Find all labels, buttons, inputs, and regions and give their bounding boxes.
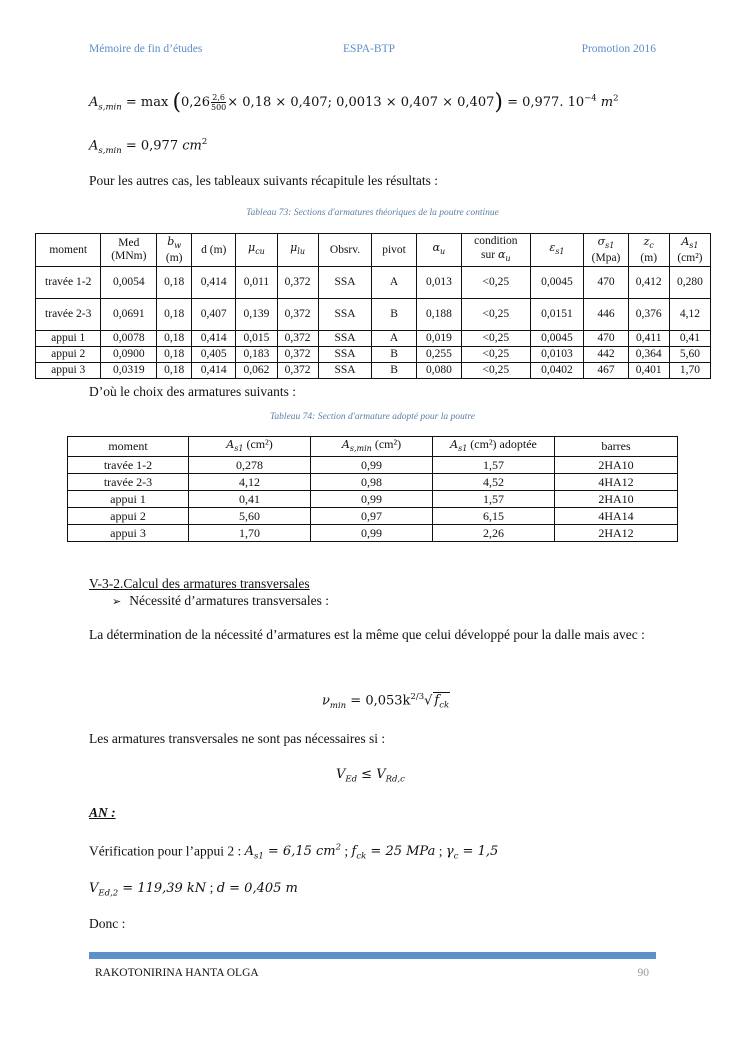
table-cell: 0,0319 [101, 363, 157, 379]
table-cell: 5,60 [189, 508, 311, 525]
table-cell: 5,60 [669, 347, 710, 363]
table-cell: A [372, 267, 416, 299]
table-row [36, 347, 711, 363]
table-cell: SSA [318, 299, 372, 331]
table-cell: 0,0054 [101, 267, 157, 299]
col-condition: condition sur $\alpha_u$ [462, 234, 531, 267]
arrow-bullet-icon: ➢ [112, 595, 122, 608]
table74-caption: Tableau 74: Section d'armature adopté pour la poutre [270, 412, 475, 422]
an-heading: AN : [89, 805, 116, 820]
col-barres: barres [555, 437, 678, 457]
col-moment: moment [36, 234, 101, 267]
col-d: d (m) [192, 234, 236, 267]
table-cell: 0,18 [157, 267, 192, 299]
table-cell: 0,0045 [530, 267, 584, 299]
section-title: V-3-2.Calcul des armatures transversales [89, 576, 310, 591]
footer-author: RAKOTONIRINA HANTA OLGA [95, 967, 259, 979]
table-74 [67, 436, 678, 542]
table-cell: 0,019 [416, 331, 461, 347]
table-cell: 1,57 [433, 457, 555, 474]
table-cell: B [372, 347, 416, 363]
table-cell: B [372, 299, 416, 331]
table-cell: 4,52 [433, 474, 555, 491]
table-cell: SSA [318, 347, 372, 363]
table-cell: 0,412 [628, 267, 669, 299]
table-cell: 4,12 [189, 474, 311, 491]
table-cell: 0,280 [669, 267, 710, 299]
table-cell: B [372, 363, 416, 379]
table-cell: 6,15 [433, 508, 555, 525]
table-row [68, 474, 678, 491]
table-cell: 0,18 [157, 347, 192, 363]
paragraph-non-necessaires: Les armatures transversales ne sont pas nécessaires si : [89, 731, 386, 746]
table-cell: 470 [584, 267, 628, 299]
table-cell: 0,414 [192, 363, 236, 379]
table-cell: 1,57 [433, 491, 555, 508]
table-row [68, 457, 678, 474]
table-cell: 0,18 [157, 299, 192, 331]
table-cell: A [372, 331, 416, 347]
table-row [36, 299, 711, 331]
page-number: 90 [637, 967, 649, 979]
table-cell: 0,99 [311, 491, 433, 508]
footer-bar [89, 952, 656, 959]
table-cell: <0,25 [462, 331, 531, 347]
table-cell: 0,015 [236, 331, 277, 347]
table-row [36, 363, 711, 379]
col-sigma: $\sigma_{s1}$ (Mpa) [584, 234, 628, 267]
table-cell: 0,98 [311, 474, 433, 491]
table-cell: 2,26 [433, 525, 555, 542]
bullet-item: ➢ Nécessité d’armatures transversales : [112, 593, 330, 608]
col-as-min: $A_{s,min}$ (cm²) [311, 437, 433, 457]
table-cell: appui 3 [68, 525, 189, 542]
table-73 [35, 233, 711, 379]
table-cell: 0,97 [311, 508, 433, 525]
table-cell: 442 [584, 347, 628, 363]
col-moment: moment [68, 437, 189, 457]
table-cell: 0,407 [192, 299, 236, 331]
col-mu-lu: $\mu_{lu}$ [277, 234, 318, 267]
ved2-line: $V_{Ed,2} = 119,39$ kN ; d = 0,405 m [89, 880, 298, 899]
table-cell: SSA [318, 331, 372, 347]
table-cell: 0,411 [628, 331, 669, 347]
verification-line: Vérification pour l’appui 2 : $A_{s1} = 6,15$ $cm^2$ ; $f_{ck} = 25$ MPa ; $\gamma_c = 1,5$ [89, 843, 499, 862]
equation-ved: $V_{Ed} \le V_{Rd,c}$ [336, 767, 405, 785]
table-cell: appui 2 [68, 508, 189, 525]
table-cell: 0,41 [669, 331, 710, 347]
table-cell: <0,25 [462, 347, 531, 363]
table-cell: travée 2-3 [36, 299, 101, 331]
table-cell: 0,376 [628, 299, 669, 331]
col-pivot: pivot [372, 234, 416, 267]
table-cell: 0,414 [192, 331, 236, 347]
intro-text: Pour les autres cas, les tableaux suivants récapitule les résultats : [89, 173, 439, 188]
header-center: ESPA-BTP [343, 43, 395, 55]
col-zc: $z_c$ (m) [628, 234, 669, 267]
table-cell: 467 [584, 363, 628, 379]
table-cell: 0,99 [311, 525, 433, 542]
table-cell: 0,372 [277, 331, 318, 347]
col-as-adoptee: $A_{s1}$ (cm²) adoptée [433, 437, 555, 457]
table-cell: appui 2 [36, 347, 101, 363]
table73-header-row [36, 234, 711, 267]
table-cell: <0,25 [462, 267, 531, 299]
table73-caption: Tableau 73: Sections d'armatures théoriques de la poutre continue [246, 208, 499, 218]
col-eps: $\varepsilon_{s1}$ [530, 234, 584, 267]
table74-header-row [68, 437, 678, 457]
table-row [36, 267, 711, 299]
table-cell: 2HA10 [555, 491, 678, 508]
table-cell: 0,0151 [530, 299, 584, 331]
paragraph-determination: La détermination de la nécessité d’armatures est la même que celui développé pour la dalle mais avec : [89, 627, 645, 642]
header-right: Promotion 2016 [581, 43, 656, 55]
table-cell: 0,372 [277, 363, 318, 379]
col-as1: $A_{s1}$ (cm²) [189, 437, 311, 457]
table-cell: 0,278 [189, 457, 311, 474]
table-cell: 4,12 [669, 299, 710, 331]
table-cell: 0,0078 [101, 331, 157, 347]
table-cell: 0,364 [628, 347, 669, 363]
table-cell: 0,188 [416, 299, 461, 331]
table-cell: <0,25 [462, 299, 531, 331]
table-cell: appui 3 [36, 363, 101, 379]
col-med: Med (MNm) [101, 234, 157, 267]
table-cell: 0,0103 [530, 347, 584, 363]
table-cell: 0,401 [628, 363, 669, 379]
table-cell: 0,41 [189, 491, 311, 508]
col-mu-cu: $\mu_{cu}$ [236, 234, 277, 267]
table-cell: 2HA12 [555, 525, 678, 542]
donc-text: Donc : [89, 916, 126, 931]
table-cell: 4HA14 [555, 508, 678, 525]
table-cell: 0,18 [157, 363, 192, 379]
table-cell: 1,70 [189, 525, 311, 542]
choix-text: D’où le choix des armatures suivants : [89, 384, 296, 399]
table-cell: 0,372 [277, 299, 318, 331]
col-bw: $b_w$ (m) [157, 234, 192, 267]
table-cell: 0,0402 [530, 363, 584, 379]
table-cell: 1,70 [669, 363, 710, 379]
table-cell: 4HA12 [555, 474, 678, 491]
table-cell: appui 1 [36, 331, 101, 347]
table-cell: travée 1-2 [68, 457, 189, 474]
table-row [68, 525, 678, 542]
table-cell: 470 [584, 331, 628, 347]
table-cell: 0,013 [416, 267, 461, 299]
table-cell: 446 [584, 299, 628, 331]
table-cell: SSA [318, 267, 372, 299]
col-as1: $A_{s1}$ (cm²) [669, 234, 710, 267]
table-cell: 0,255 [416, 347, 461, 363]
table-cell: 0,414 [192, 267, 236, 299]
table-cell: 0,011 [236, 267, 277, 299]
table-cell: travée 2-3 [68, 474, 189, 491]
equation-as-min: $A_{s,min} = \max (0,26$ $\frac{2,6}{500}$ × 0,18 × 0,407; 0,0013 × 0,407 × 0,407) = 0,977. $10^{-4}$ $m^2$ [89, 90, 619, 115]
equation-vmin: $\nu_{min} = 0,053k^{2/3}√$ $f_{ck}$ [322, 692, 450, 711]
table-cell: 2HA10 [555, 457, 678, 474]
table-cell: 0,0691 [101, 299, 157, 331]
header-left: Mémoire de fin d’études [89, 43, 203, 55]
table-cell: 0,139 [236, 299, 277, 331]
table-cell: 0,405 [192, 347, 236, 363]
table-row [68, 491, 678, 508]
equation-as-min-value: $A_{s,min} = 0,977$ $cm^2$ [89, 137, 208, 156]
col-obs: Obsrv. [318, 234, 372, 267]
table-cell: 0,372 [277, 267, 318, 299]
table-cell: 0,062 [236, 363, 277, 379]
col-alpha: $\alpha_u$ [416, 234, 461, 267]
table-cell: 0,0900 [101, 347, 157, 363]
table-cell: 0,183 [236, 347, 277, 363]
table-row [36, 331, 711, 347]
table-cell: 0,0045 [530, 331, 584, 347]
table-cell: 0,18 [157, 331, 192, 347]
table-cell: 0,372 [277, 347, 318, 363]
table-cell: travée 1-2 [36, 267, 101, 299]
table-cell: 0,99 [311, 457, 433, 474]
table-cell: appui 1 [68, 491, 189, 508]
table-row [68, 508, 678, 525]
table-cell: SSA [318, 363, 372, 379]
table-cell: 0,080 [416, 363, 461, 379]
table-cell: <0,25 [462, 363, 531, 379]
